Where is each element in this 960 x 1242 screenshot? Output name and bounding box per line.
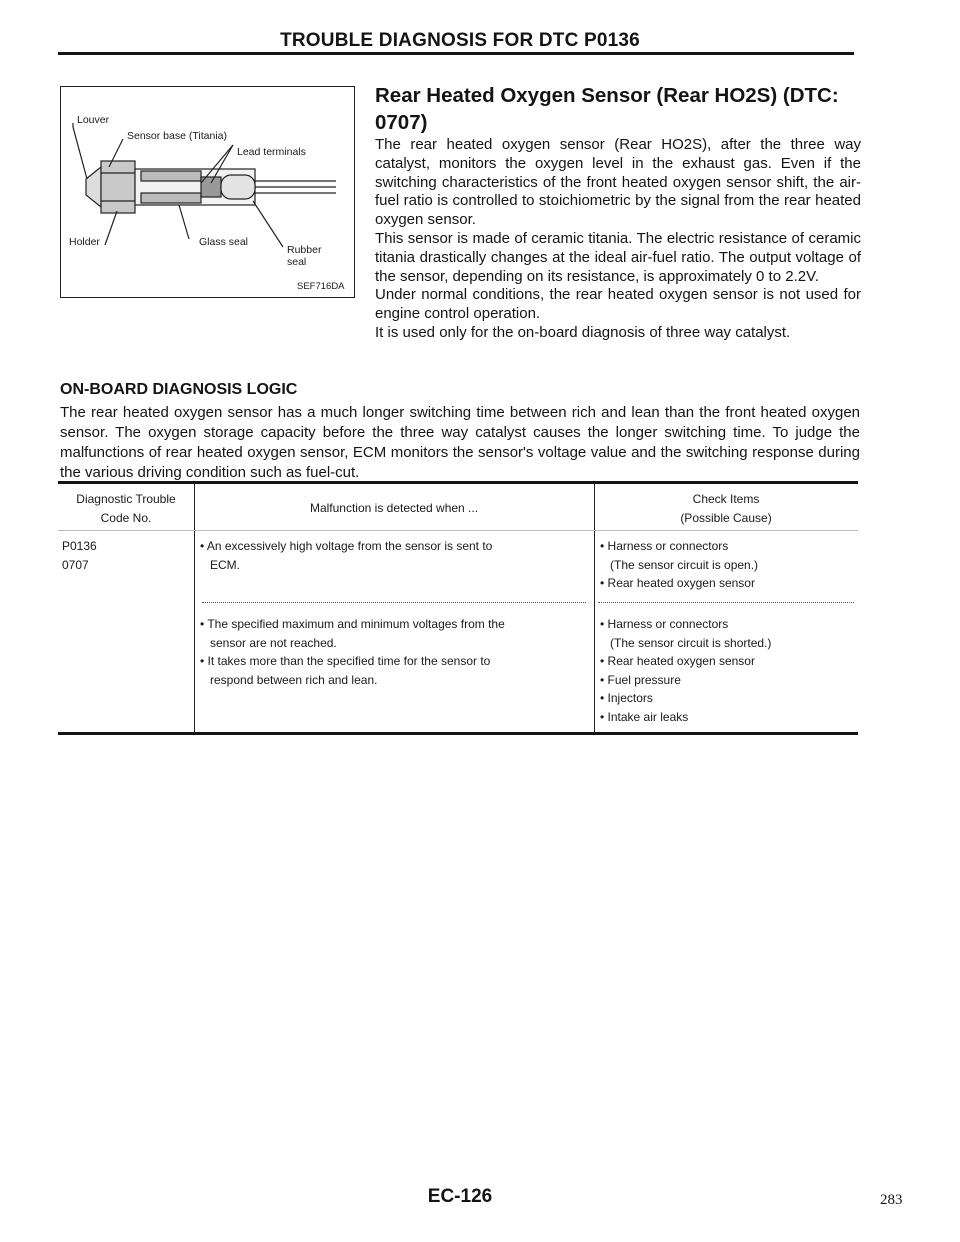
section-paragraph: It is used only for the on-board diagnosis of three way catalyst.	[375, 323, 791, 341]
obd-logic-body: The rear heated oxygen sensor has a much longer switching time between rich and lean than the front heated oxygen sensor. The oxygen storage capacity before the three way catalyst causes the longer switching time. To judge the malfunctions of rear heated oxygen sensor, ECM monitors the sensor's voltage value and the switching response during the various driving condition such as fuel-cut.	[60, 404, 860, 481]
malfunction-line: • It takes more than the specified time for the sensor to	[200, 654, 491, 668]
figure-label-rubber: Rubber	[287, 244, 322, 256]
figure-code: SEF716DA	[297, 281, 345, 292]
sensor-diagram-figure	[60, 86, 355, 298]
malfunction-line: sensor are not reached.	[210, 635, 337, 650]
figure-label-seal: seal	[287, 256, 307, 268]
dtc-code: P0136	[62, 539, 97, 553]
dtc-code: 0707	[62, 557, 89, 572]
table-cell-checks-1	[600, 537, 856, 593]
table-column-divider	[194, 484, 195, 732]
section-body	[375, 136, 861, 343]
header-text: Code No.	[100, 510, 152, 525]
table-header-malfunction: Malfunction is detected when ...	[309, 501, 479, 515]
check-line: • Fuel pressure	[600, 672, 681, 687]
section-paragraph: The rear heated oxygen sensor (Rear HO2S), after the three way catalyst, monitors the oxygen level in the exhaust gas. Even if the switching characteristics of the front heated oxygen sensor shift, the air-fuel ratio is controlled to stoichiometric by the signal from the rear heated oxygen sensor.	[375, 136, 861, 229]
check-line: • Injectors	[600, 691, 653, 705]
page-number: 283	[880, 1192, 903, 1208]
figure-label-glass-seal: Glass seal	[199, 236, 249, 248]
section-title-line-1: Rear Heated Oxygen Sensor (Rear HO2S) (DTC:	[375, 84, 839, 107]
page-code: EC-126	[427, 1186, 493, 1207]
malfunction-line: respond between rich and lean.	[210, 672, 378, 687]
check-line: • Rear heated oxygen sensor	[600, 576, 755, 590]
section-paragraph: This sensor is made of ceramic titania. The electric resistance of ceramic titania drastically changes at the ideal air-fuel ratio. The output voltage of the sensor, depending on its resistance, is approximately 0 to 2.2V.	[375, 229, 861, 285]
figure-label-louver: Louver	[77, 114, 110, 126]
check-line: • Rear heated oxygen sensor	[600, 654, 755, 668]
table-header-divider	[58, 530, 858, 531]
obd-logic-title: ON-BOARD DIAGNOSIS LOGIC	[60, 381, 298, 398]
table-header-code	[58, 490, 194, 527]
group-separator	[202, 602, 586, 603]
table-cell-codes	[62, 537, 97, 574]
header-text: (Possible Cause)	[680, 510, 772, 525]
malfunction-line: ECM.	[210, 557, 240, 572]
malfunction-line: • An excessively high voltage from the sensor is sent to	[200, 539, 493, 553]
malfunction-line: • The specified maximum and minimum voltages from the	[200, 617, 505, 631]
figure-label-sensor-base: Sensor base (Titania)	[127, 130, 227, 142]
header-text: Check Items	[692, 492, 760, 506]
page-header-title: TROUBLE DIAGNOSIS FOR DTC P0136	[280, 30, 640, 51]
figure-label-holder: Holder	[69, 236, 100, 248]
section-paragraph: Under normal conditions, the rear heated oxygen sensor is not used for engine control operation.	[375, 286, 861, 323]
check-line: (The sensor circuit is open.)	[610, 557, 759, 572]
section-title-line-2: 0707)	[375, 111, 428, 134]
check-line: • Harness or connectors	[600, 617, 729, 631]
table-header-check-items	[594, 490, 858, 527]
table-top-rule	[58, 481, 858, 484]
header-rule	[58, 52, 854, 55]
table-bottom-rule	[58, 732, 858, 735]
diagnosis-table	[58, 481, 858, 736]
group-separator	[598, 602, 854, 603]
check-line: • Harness or connectors	[600, 539, 729, 553]
figure-label-lead-terminals: Lead terminals	[237, 146, 306, 158]
check-line: • Intake air leaks	[600, 709, 689, 724]
table-cell-malfunction-1	[200, 537, 590, 574]
check-line: (The sensor circuit is shorted.)	[610, 635, 772, 650]
table-cell-malfunction-2	[200, 615, 590, 689]
table-cell-checks-2	[600, 615, 856, 726]
section-title	[375, 82, 855, 136]
header-text: Diagnostic Trouble	[76, 492, 176, 506]
